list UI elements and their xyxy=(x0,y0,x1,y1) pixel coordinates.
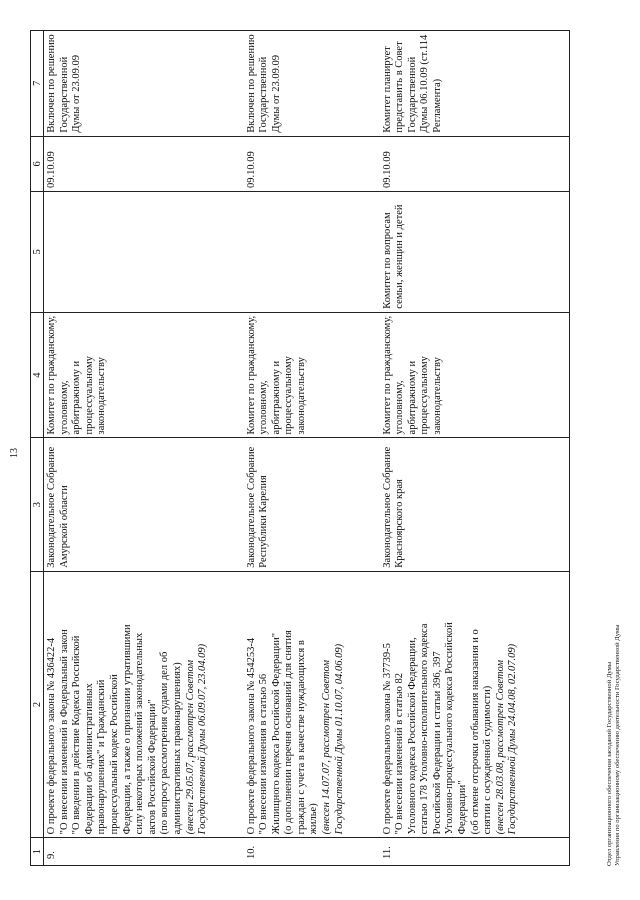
bill-note: Государственной Думы 06.09.07, 23.04.09) xyxy=(197,643,209,835)
co-committee xyxy=(44,191,244,312)
co-committee: Комитет по вопросам семьи, женщин и детей xyxy=(380,191,570,312)
bill-note: (внесен 28.03.08, рассмотрен Советом xyxy=(494,659,506,835)
responsible-committee: Комитет по гражданскому, уголовному, арбитражному и процессуальному законодательству xyxy=(244,312,380,438)
responsible-committee: Комитет по гражданскому, уголовному, арбитражному и процессуальному законодательству xyxy=(44,312,244,438)
column-header: 4 xyxy=(31,312,44,438)
table-row xyxy=(244,31,380,866)
date: 09.10.09 xyxy=(380,136,570,191)
co-committee xyxy=(244,191,380,312)
initiator: Законодательное Собрание Амурской области xyxy=(44,438,244,571)
agenda-table xyxy=(30,30,570,866)
initiator: Законодательное Собрание Республики Карелия xyxy=(244,438,380,571)
footer-department: Отдел организационного обеспечения заседаний Государственной Думы xyxy=(606,661,613,866)
table-row xyxy=(44,31,244,866)
bill-note: (внесен 14.07.07, рассмотрен Советом xyxy=(321,659,333,835)
column-header: 1 xyxy=(31,838,44,866)
bill-title: О проекте федерального закона № 454253-4 "О внесении изменения в статью 56 Жилищного кодекса Российской Федерации" (о дополнении перечня оснований для снятия граждан с учета в качестве нуждающихся в жилье) (внесен 14.07.07, рассмотрен Советом Государственной Думы 01.10.07, 04.06.09) xyxy=(244,571,380,838)
responsible-committee: Комитет по гражданскому, уголовному, арбитражному и процессуальному законодательству xyxy=(380,312,570,438)
bill-note: Государственной Думы 01.10.07, 04.06.09) xyxy=(333,643,345,835)
footer-directorate: Управления по организационному обеспечению деятельности Государственной Думы xyxy=(614,624,621,866)
bill-note: Государственной Думы 24.04.08, 02.07.09) xyxy=(507,643,519,835)
page-number: 13 xyxy=(9,448,20,458)
decision: Включен по решению Государственной Думы от 23.09.09 xyxy=(44,31,244,137)
date: 09.10.09 xyxy=(44,136,244,191)
decision: Комитет планирует представить в Совет Государственной Думы 06.10.09 (ст.114 Регламента) xyxy=(380,31,570,137)
initiator: Законодательное Собрание Красноярского края xyxy=(380,438,570,571)
bill-title: О проекте федерального закона № 436422-4 "О внесении изменений в Федеральный закон "О введении в действие Кодекса Российской Федерации об административных правонарушениях" и Гражданский процессуальный кодекс Российской Федерации, а также о признании утратившими силу некоторых положений законодательных актов Российской Федерации" (по вопросу рассмотрения судами дел об административных правонарушениях) (внесен 29.05.07, рассмотрен Советом Государственной Думы 06.09.07, 23.04.09) xyxy=(44,571,244,838)
bill-note: (внесен 29.05.07, рассмотрен Советом xyxy=(184,659,196,835)
column-header: 5 xyxy=(31,191,44,312)
column-header: 2 xyxy=(31,571,44,838)
table-row xyxy=(380,31,570,866)
column-header: 3 xyxy=(31,438,44,571)
column-header: 7 xyxy=(31,31,44,137)
row-number: 9. xyxy=(44,838,244,866)
row-number: 10. xyxy=(244,838,380,866)
bill-title: О проекте федерального закона № 37739-5 "О внесении изменений в статью 82 Уголовного кодекса Российской Федерации, статью 178 Уголовно-исполнительного кодекса Российской Федерации и статьи 396, 397 Уголовно-процессуального кодекса Российской Федерации" (об отмене отсрочки отбывания наказания и о снятии с осужденной судимости) (внесен 28.03.08, рассмотрен Советом Государственной Думы 24.04.08, 02.07.09) xyxy=(380,571,570,838)
column-header: 6 xyxy=(31,136,44,191)
column-header-row xyxy=(31,31,44,866)
decision: Включен по решению Государственной Думы от 23.09.09 xyxy=(244,31,380,137)
date: 09.10.09 xyxy=(244,136,380,191)
row-number: 11. xyxy=(380,838,570,866)
